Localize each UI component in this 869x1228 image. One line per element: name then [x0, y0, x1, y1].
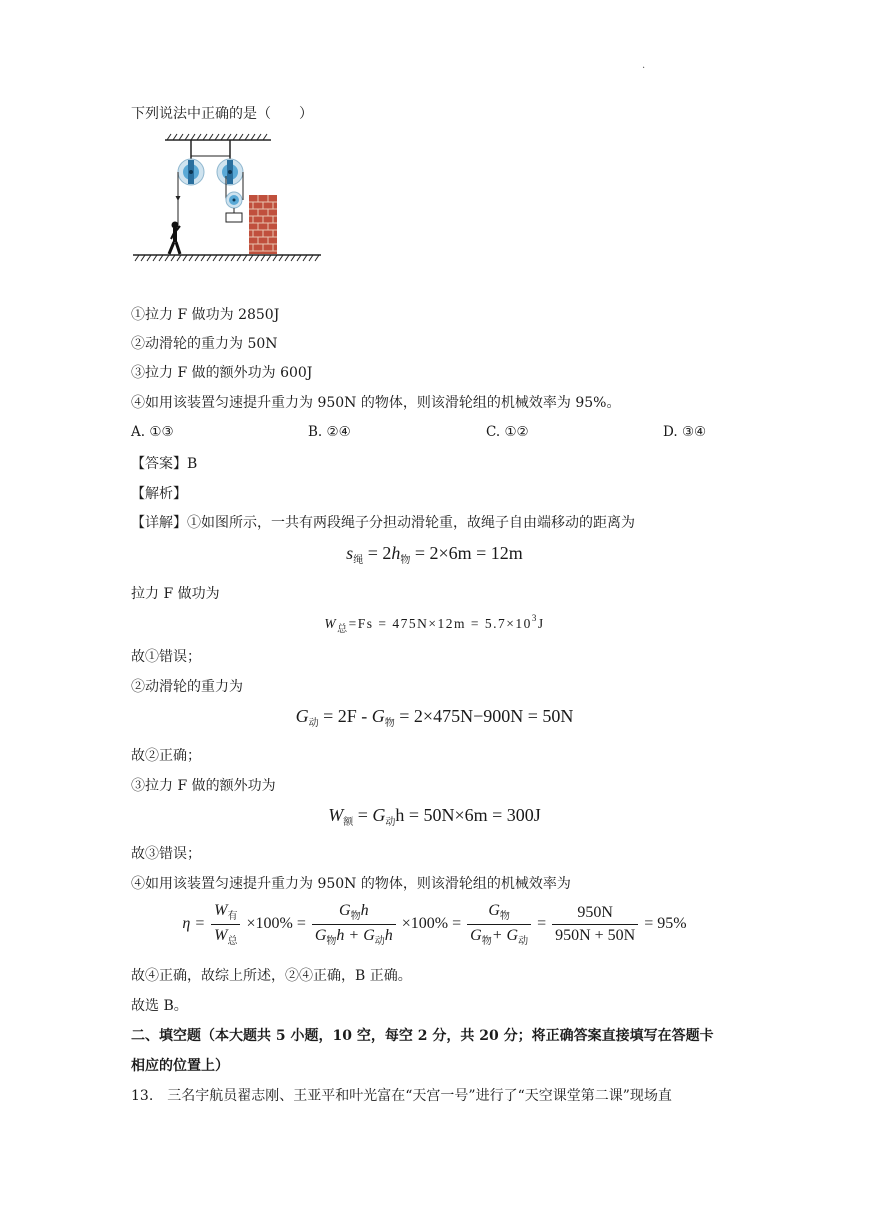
- statement-2: ②动滑轮的重力为 50N: [131, 336, 278, 352]
- pulley-weight-label: ②动滑轮的重力为: [131, 679, 243, 695]
- equation-extra-work: $W_额 = G_动h = 50N\times 6m = 300J$: [328, 805, 541, 828]
- conclusion-2: 故②正确；: [131, 748, 201, 764]
- option-d: D. ③④: [663, 424, 707, 440]
- answer-line: 【答案】B: [131, 456, 198, 472]
- fixed-pulley-right: [217, 159, 243, 185]
- conclusion-3: 故③错误；: [131, 846, 201, 862]
- equation-total-work: $W_总=Fs = 475N\times 12m = 5.7\times 10^3J$: [324, 613, 545, 635]
- question-stem: 下列说法中正确的是（ ）: [131, 106, 313, 122]
- movable-pulley: [226, 192, 242, 213]
- fraction-w-ratio: $\frac{W_有}{W_总}$: [211, 902, 240, 947]
- pulley-system-figure: [131, 132, 327, 264]
- option-c: C. ①②: [486, 424, 529, 440]
- header-dot: .: [642, 60, 646, 71]
- detail-intro: 【详解】①如图所示，一共有两段绳子分担动滑轮重，故绳子自由端移动的距离为: [131, 515, 635, 531]
- conclusion-4: 故④正确，故综上所述，②④正确，B 正确。: [131, 968, 412, 984]
- fixed-pulley-left: [178, 159, 204, 185]
- fraction-gh-ratio: $\frac{G_物h}{G_物h + G_动h}$: [312, 902, 396, 947]
- question-13: 13. 三名宇航员翟志刚、王亚平和叶光富在“天宫一号”进行了“天空课堂第二课”现场直: [131, 1088, 672, 1104]
- choose-line: 故选 B。: [131, 998, 188, 1014]
- statement-4: ④如用该装置匀速提升重力为 950N 的物体，则该滑轮组的机械效率为 95%。: [131, 395, 621, 411]
- conclusion-1: 故①错误；: [131, 649, 201, 665]
- brick-wall: [249, 195, 277, 254]
- fraction-g-ratio: $\frac{G_物}{G_物+ G_动}$: [467, 902, 531, 947]
- statement-1: ①拉力 F 做功为 2850J: [131, 307, 280, 323]
- equation-pulley-weight: $G_动 = 2F - G_物 = 2\times 475N-900N = 50N$: [295, 706, 574, 729]
- efficiency-label: ④如用该装置匀速提升重力为 950N 的物体，则该滑轮组的机械效率为: [131, 876, 571, 892]
- equation-efficiency: η = $\frac{W_有}{W_总}$ ×100% = $\frac{G_物h}{G_物h + G_动h}$ ×100% = $\frac{G_物}{G_物+ G_动}$ = $\frac{950N}{950N + 50N}$ = 95%: [182, 902, 687, 947]
- option-b: B. ②④: [308, 424, 351, 440]
- analysis-label: 【解析】: [131, 486, 187, 502]
- option-a: A. ①③: [131, 424, 174, 440]
- ground-hatch: [135, 255, 319, 261]
- ceiling-hatch: [167, 134, 267, 140]
- load-box: [226, 213, 242, 222]
- extra-work-label: ③拉力 F 做的额外功为: [131, 778, 276, 794]
- fraction-numeric: $\frac{950N}{950N + 50N}$: [552, 904, 638, 945]
- statement-3: ③拉力 F 做的额外功为 600J: [131, 365, 313, 381]
- equation-rope-distance: $s_绳 = 2h_物 = 2\times 6m = 12m$: [346, 543, 523, 566]
- section-title-line-1: 二、填空题（本大题共 5 小题，10 空，每空 2 分，共 20 分；将正确答案直接填写在答题卡: [131, 1028, 714, 1044]
- section-title-line-2: 相应的位置上）: [131, 1058, 229, 1074]
- work-label: 拉力 F 做功为: [131, 586, 220, 602]
